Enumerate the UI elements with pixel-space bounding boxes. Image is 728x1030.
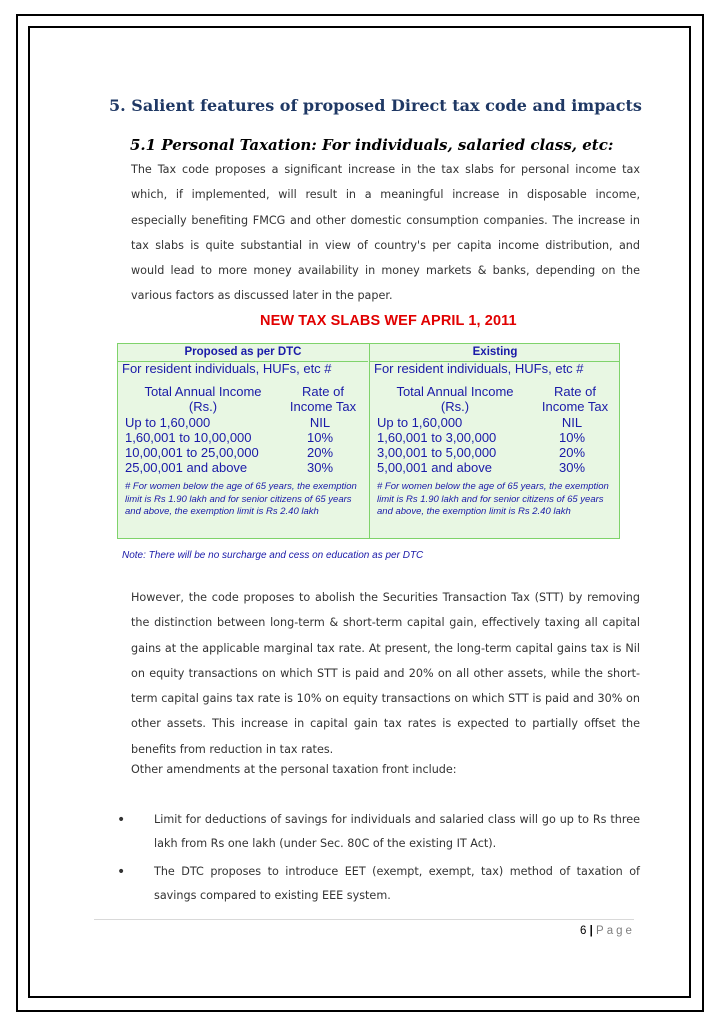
exemption-note: # For women below the age of 65 years, the exemption limit is Rs 1.90 lakh and for senior citizens of 65 years and above, the exemption limit is Rs 2.40 lakh (125, 481, 357, 517)
footer-divider (94, 919, 634, 920)
table-disclaimer: Note: There will be no surcharge and cess on education as per DTC (122, 550, 424, 561)
table-row (125, 415, 365, 430)
rate-cell: 30% (306, 460, 334, 475)
list-item-text: Limit for deductions of savings for individuals and salaried class will go up to Rs three lakh from Rs one lakh (under Sec. 80C of the existing IT Act). (154, 813, 640, 850)
rate-column-label: Rate of Income Tax (289, 384, 357, 414)
rate-cell: 20% (306, 445, 334, 460)
section-heading: 5. Salient features of proposed Direct tax code and impacts (109, 96, 642, 115)
rate-cell: 20% (558, 445, 586, 460)
table-row (377, 445, 617, 460)
income-cell: 10,00,001 to 25,00,000 (125, 445, 259, 460)
exemption-note: # For women below the age of 65 years, the exemption limit is Rs 1.90 lakh and for senior citizens of 65 years and above, the exemption limit is Rs 2.40 lakh (377, 481, 609, 517)
income-cell: 1,60,001 to 10,00,000 (125, 430, 252, 445)
table-row (377, 430, 617, 445)
tax-table-title: NEW TAX SLABS WEF APRIL 1, 2011 (260, 313, 517, 329)
income-cell: 1,60,001 to 3,00,000 (377, 430, 497, 445)
table-row (125, 445, 365, 460)
intro-paragraph: The Tax code proposes a significant increase in the tax slabs for personal income tax which, if implemented, will result in a meaningful increase in disposable income, especially benefiting FMCG and other domestic consumption companies. The increase in tax slabs is quite substantial in view of country's per capita income distribution, and would lead to more money availability in money markets & banks, depending on the various factors as discussed later in the paper. (131, 163, 640, 303)
page-number: 6 (580, 925, 587, 937)
amendments-intro: Other amendments at the personal taxation front include: (131, 763, 457, 776)
income-cell: 25,00,001 and above (125, 460, 248, 475)
income-column-label: Total Annual Income (Rs.) (396, 384, 514, 414)
existing-column (369, 344, 620, 538)
existing-header: Existing (472, 346, 518, 358)
rate-column-label: Rate of Income Tax (541, 384, 609, 414)
income-cell: 5,00,001 and above (377, 460, 492, 475)
rate-cell: 10% (558, 430, 586, 445)
stt-paragraph: However, the code proposes to abolish the Securities Transaction Tax (STT) by removing the distinction between long-term & short-term capital gain, effectively taxing all capital gains at the applicable marginal tax rate. At present, the long-term capital gains tax is Nil on equity transactions on which STT is paid and 20% on all other assets, while the short-term capital gains tax rate is 10% on equity transactions on which STT is paid and 30% on other assets. This increase in capital gain tax rates is expected to partially offset the benefits from reduction in tax rates. (131, 591, 640, 756)
proposed-header: Proposed as per DTC (184, 346, 302, 358)
income-cell: Up to 1,60,000 (125, 415, 211, 430)
proposed-column (118, 344, 368, 538)
bullet-icon: • (117, 864, 126, 880)
table-row (377, 460, 617, 475)
income-cell: Up to 1,60,000 (377, 415, 463, 430)
footer-separator: | (589, 925, 593, 937)
income-cell: 3,00,001 to 5,00,000 (377, 445, 497, 460)
page-label: Page (596, 925, 635, 937)
table-row (125, 430, 365, 445)
rate-cell: 30% (558, 460, 586, 475)
rate-cell: 10% (306, 430, 334, 445)
existing-subheader: For resident individuals, HUFs, etc # (374, 361, 584, 376)
rate-cell: NIL (309, 415, 331, 430)
rate-cell: NIL (561, 415, 583, 430)
page-footer (580, 925, 635, 937)
bullet-icon: • (117, 812, 126, 828)
list-item-text: The DTC proposes to introduce EET (exempt, exempt, tax) method of taxation of savings compared to existing EEE system. (154, 865, 640, 902)
table-row (377, 415, 617, 430)
table-row (125, 460, 365, 475)
proposed-subheader: For resident individuals, HUFs, etc # (122, 361, 332, 376)
tax-slab-table (117, 343, 620, 539)
income-column-label: Total Annual Income (Rs.) (144, 384, 262, 414)
subsection-heading: 5.1 Personal Taxation: For individuals, salaried class, etc: (130, 136, 614, 154)
